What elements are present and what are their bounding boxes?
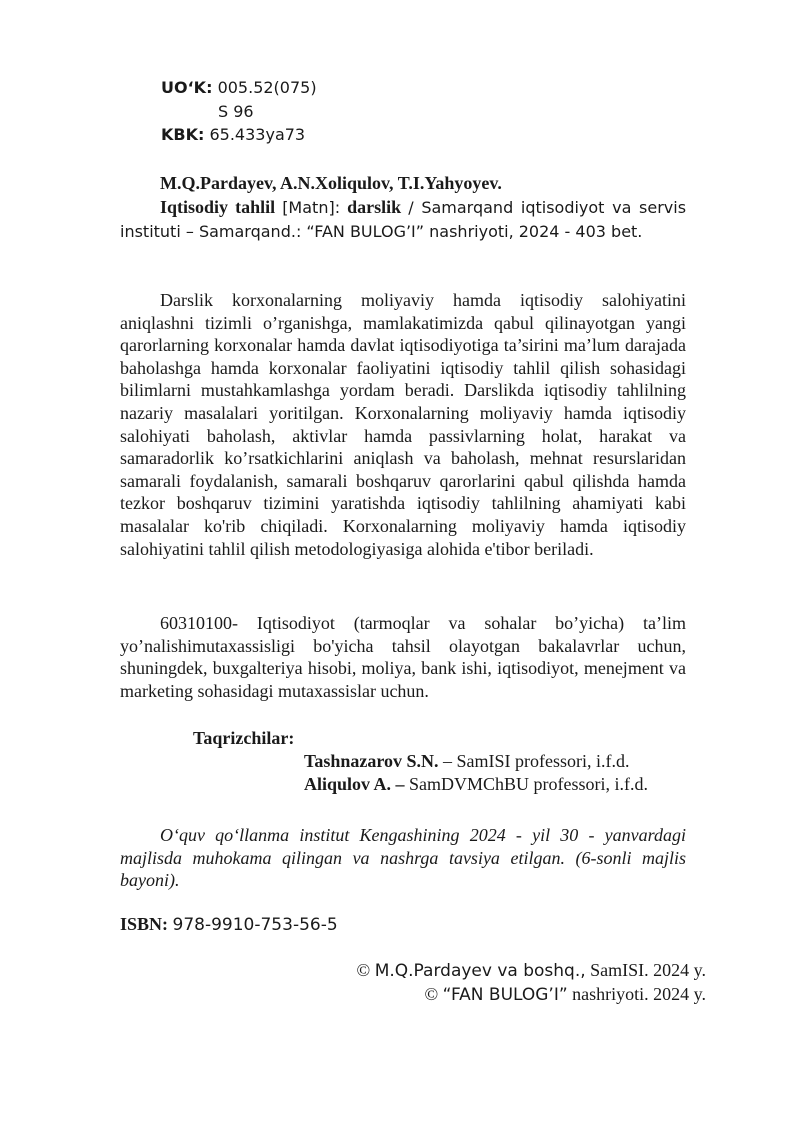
isbn-line (120, 914, 338, 935)
udk-line (161, 77, 317, 99)
kbk-line (161, 124, 305, 146)
abstract-paragraph: Darslik korxonalarning moliyaviy hamda iqtisodiy salohiyatini aniqlashni tizimli o’rganishga, mamlakatimizda qabul qilinayotgan yangi qarorlarning korxonalar hamda davlat iqtisodiyotiga ta’sirini ma’lum darajada baholashga hamda korxonalar faoliyatini iqtisodiy tahlil qilish sohasidagi bilimlarni mustahkamlashga yordam beradi. Darslikda iqtisodiy tahlilning nazariy masalalari yoritilgan. Korxonalarning moliyaviy hamda iqtisodiy salohiyati baholash, aktivlar hamda passivlarning holat, harakat va samaradorlik ko’rsatkichlarini aniqlash va baholash, mehnat resurslaridan samarali foydalanish, samarali boshqaruv qarorlarini qabul qilishda hamda tezkor boshqaruv tizimini yaratishda iqtisodiy tahlilning ahamiyati kabi masalalar ko'rib chiqiladi. Korxonalarning moliyaviy hamda iqtisodiy salohiyatini tahlil qilish metodologiyasiga alohida e'tibor beriladi. (120, 290, 686, 559)
matn-tag: [Matn]: (282, 198, 341, 217)
reviewer-name: Tashnazarov S.N. (304, 751, 439, 771)
copyright-symbol: © (356, 960, 371, 980)
reviewers-title: Taqrizchilar: (193, 728, 295, 748)
isbn-label: ISBN: (120, 914, 169, 934)
kbk-value: 65.433ya73 (209, 125, 306, 144)
authors: M.Q.Pardayev, A.N.Xoliqulov, T.I.Yahyoyev. (160, 173, 502, 193)
approval-note: O‘quv qo‘llanma institut Kengashining 2024 - yil 30 - yanvardagi majlisda muhokama qilingan va nashrga tavsiya etilgan. (6-sonli majlis bayoni). (120, 825, 686, 891)
author-code: S 96 (218, 102, 254, 121)
publisher-info: / Samarqand iqtisodiyot va servis instituti – Samarqand.: “FAN BULOG’I” nashriyoti, 2024 - 403 bet. (120, 198, 687, 241)
copyright-line-1 (120, 960, 706, 981)
reviewer-name: Aliqulov A. – (304, 774, 405, 794)
audience-paragraph: 60310100- Iqtisodiyot (tarmoqlar va sohalar bo’yicha) ta’lim yo’nalishimutaxassisligi bo'yicha tahsil olayotgan bakalavrlar uchun, shuningdek, buxgalteriya hisobi, moliya, bank ishi, iqtisodiyot, menejment va marketing sohasidagi mutaxassislar uchun. (120, 613, 686, 701)
copyright-symbol: © (424, 984, 439, 1004)
book-title: Iqtisodiy tahlil (160, 197, 276, 217)
reviewer-2 (304, 774, 648, 795)
kbk-label: KBK: (161, 125, 205, 144)
copyright-org: SamISI. 2024 y. (590, 960, 706, 980)
reviewer-role: SamDVMChBU professori, i.f.d. (409, 774, 649, 794)
copyright-publisher: “FAN BULOG’I” (442, 985, 568, 1005)
copyright-line-2 (120, 984, 706, 1005)
udk-value: 005.52(075) (217, 78, 317, 97)
citation (120, 196, 686, 243)
book-kind: darslik (347, 197, 402, 217)
reviewer-role: – SamISI professori, i.f.d. (443, 751, 630, 771)
reviewer-1 (304, 751, 630, 772)
udk-label: UO‘K: (161, 78, 213, 97)
copyright-rest: nashriyoti. 2024 y. (572, 984, 706, 1004)
isbn-value: 978-9910-753-56-5 (172, 915, 338, 935)
copyright-name: M.Q.Pardayev va boshq., (374, 961, 586, 981)
